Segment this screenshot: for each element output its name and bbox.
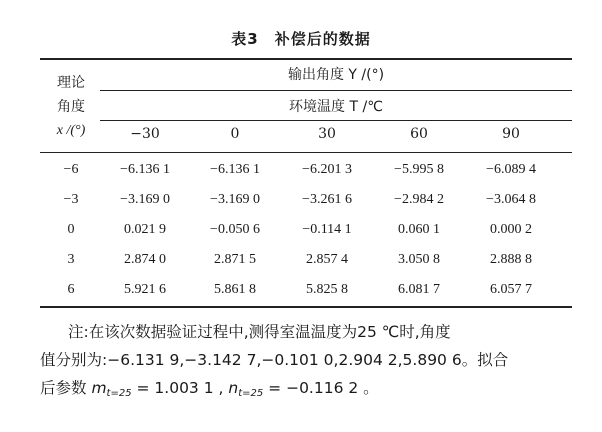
table-cell: 6.081 7 [398,282,440,297]
output-header-rule [100,90,572,91]
table-cell: 2.871 5 [214,252,256,267]
note-line-1: 注:在该次数据验证过程中,测得室温温度为25 ℃时,角度 [68,323,451,341]
table-cell: −0.050 6 [210,222,260,237]
m-subscript: t=25 [106,388,132,399]
m-symbol: m [91,379,107,397]
table-cell: −3.169 0 [210,192,260,207]
table-cell: −0.114 1 [302,222,352,237]
bottom-rule [40,306,572,308]
col-header: 30 [318,126,336,142]
table-cell: 5.861 8 [214,282,256,297]
table-cell: 5.921 6 [124,282,166,297]
table-cell: 2.857 4 [306,252,348,267]
table-cell: 0.000 2 [490,222,532,237]
m-value: = 1.003 1 , [131,379,229,397]
n-symbol: n [228,379,239,397]
table-cell: 0.021 9 [124,222,166,237]
table-cell: −3.261 6 [302,192,352,207]
table-cell: 2.888 8 [490,252,532,267]
table-cell: −6.136 1 [120,162,170,177]
note-line-3: 后参数 $m_{t=25} = 1.003$ 1 , $n_{t=25} = -0.116$ 2 。 [40,379,379,399]
row-label: 3 [67,252,75,267]
n-value: = −0.116 2 。 [263,379,379,397]
top-rule [40,58,572,60]
output-angle-header: 输出角度 Y /(°) [287,67,385,83]
table-cell: 2.874 0 [124,252,166,267]
env-temp-header: 环境温度 T /℃ [289,99,383,115]
table-cell: −3.064 8 [486,192,536,207]
table-cell: −6.089 4 [486,162,536,177]
row-label: 6 [67,282,75,297]
table-cell: 6.057 7 [490,282,532,297]
env-header-rule [100,120,572,121]
table-number: 表3 [231,30,259,48]
col-header: −30 [130,126,160,142]
table-cell: −6.201 3 [302,162,352,177]
stub-header-line2: 角度 [57,99,85,115]
col-header: 0 [230,126,240,142]
col-header: 90 [502,126,520,142]
table-cell: −6.136 1 [210,162,260,177]
table-cell: 3.050 8 [398,252,440,267]
table-cell: −3.169 0 [120,192,170,207]
table-cell: −5.995 8 [394,162,444,177]
table-cell: 0.060 1 [398,222,440,237]
stub-header-line1: 理论 [57,75,85,91]
header-rule [40,152,572,153]
row-label: −6 [63,162,79,177]
table-note [40,318,580,408]
row-label: 0 [67,222,75,237]
table-caption [0,28,602,49]
n-subscript: t=25 [238,388,264,399]
table-cell: −2.984 2 [394,192,444,207]
stub-header-line3: x /(°) [56,123,86,138]
table-title: 补偿后的数据 [274,30,371,48]
col-header: 60 [410,126,428,142]
note-line-2: 值分别为:−6.131 9,−3.142 7,−0.101 0,2.904 2,5.890 6。拟合 [40,351,509,369]
table-cell: 5.825 8 [306,282,348,297]
row-label: −3 [63,192,79,207]
